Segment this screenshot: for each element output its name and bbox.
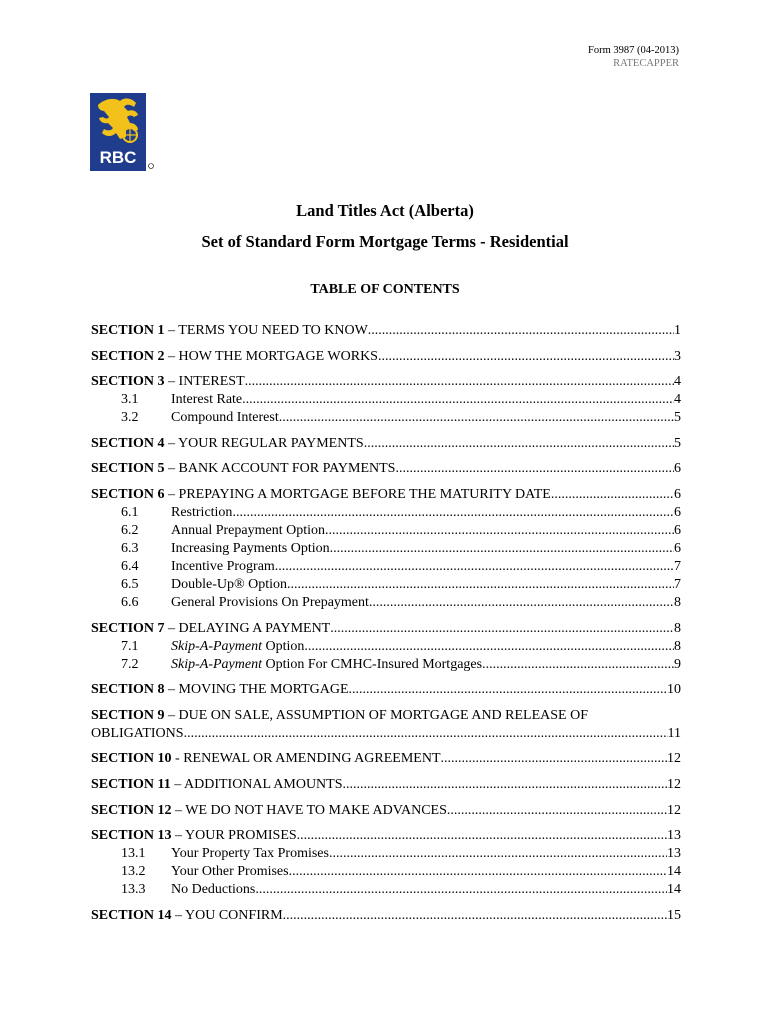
toc-leader-dots (330, 620, 674, 638)
toc-subsection-row (91, 576, 681, 594)
form-number: Form 3987 (04-2013) (588, 45, 679, 56)
toc-subsection-row (91, 522, 681, 540)
toc-section-title: DELAYING A PAYMENT (178, 620, 331, 636)
toc-page-number: 12 (667, 751, 681, 767)
toc-subsection-row (91, 558, 681, 576)
toc-section-title: ADDITIONAL AMOUNTS (183, 776, 343, 792)
toc-leader-dots (551, 486, 674, 504)
toc-subsection-number: 13.3 (121, 882, 146, 898)
toc-section-row (91, 348, 681, 366)
toc-leader-dots (184, 725, 668, 743)
toc-page-number: 9 (674, 656, 681, 672)
toc-leader-dots (330, 540, 674, 558)
toc-subsection-row (91, 504, 681, 522)
toc-subsection-row (91, 656, 681, 674)
toc-section-separator: – (171, 802, 186, 818)
toc-leader-dots (283, 907, 667, 925)
toc-section-title: DUE ON SALE, ASSUMPTION OF MORTGAGE AND RELEASE OF (178, 707, 588, 723)
toc-page-number: 5 (674, 410, 681, 426)
toc-subsection-title: Compound Interest (171, 410, 279, 426)
toc-section-9-line2 (91, 725, 681, 743)
toc-section-row (91, 681, 681, 699)
toc-section-title: BANK ACCOUNT FOR PAYMENTS (178, 461, 396, 477)
toc-subsection-number: 13.1 (121, 846, 146, 862)
form-identifier (588, 44, 679, 70)
toc-leader-dots (368, 322, 674, 340)
toc-section-separator: – (164, 620, 179, 636)
toc-leader-dots (441, 750, 667, 768)
toc-section-number: SECTION 12 (91, 802, 172, 818)
toc-section-title: HOW THE MORTGAGE WORKS (178, 348, 378, 364)
toc-section-separator: – (164, 461, 179, 477)
rbc-logo (90, 93, 156, 171)
document-title: Land Titles Act (Alberta) (296, 201, 474, 220)
toc-section-row (91, 620, 681, 638)
toc-subsection-title: Option (261, 638, 305, 654)
toc-leader-dots (364, 435, 674, 453)
toc-page-number: 3 (674, 348, 681, 364)
toc-leader-dots (287, 576, 674, 594)
toc-page-number: 4 (674, 374, 681, 390)
toc-section-number: SECTION 1 (91, 323, 165, 338)
toc-section-number: SECTION 7 (91, 620, 165, 636)
toc-subsection-title: Option For CMHC-Insured Mortgages (261, 656, 483, 672)
toc-subsection-title: Double-Up® Option (171, 576, 288, 592)
toc-subsection-number: 6.4 (121, 558, 139, 574)
toc-subsection-title: Increasing Payments Option (171, 540, 330, 556)
table-of-contents (91, 322, 681, 925)
toc-section-separator: – (170, 776, 184, 792)
toc-section-separator: – (164, 486, 179, 502)
toc-section-title: WE DO NOT HAVE TO MAKE ADVANCES (185, 802, 447, 818)
toc-section-row (91, 750, 681, 768)
toc-page-number: 8 (674, 594, 681, 610)
toc-page-number: 10 (667, 682, 681, 698)
toc-subsection-number: 7.2 (121, 656, 139, 672)
toc-section-title: YOUR PROMISES (185, 828, 297, 844)
toc-section-row (91, 907, 681, 925)
toc-section-number: SECTION 9 (91, 707, 165, 723)
toc-leader-dots (289, 863, 667, 881)
toc-page-number: 14 (667, 882, 681, 898)
toc-subsection-title: Interest Rate (171, 392, 243, 408)
toc-leader-dots (275, 558, 674, 576)
toc-leader-dots (304, 638, 674, 656)
toc-section-number: SECTION 13 (91, 828, 172, 844)
toc-section-row (91, 373, 681, 391)
toc-section-separator: – (164, 682, 179, 698)
toc-section-number: SECTION 6 (91, 486, 165, 502)
toc-page-number: 1 (674, 323, 681, 338)
toc-section-separator: – (164, 374, 179, 390)
toc-section-title: TERMS YOU NEED TO KNOW (178, 323, 368, 338)
toc-subsection-number: 7.1 (121, 638, 139, 654)
toc-subsection-number: 3.1 (121, 392, 139, 408)
toc-section-title: RENEWAL OR AMENDING AGREEMENT (183, 751, 441, 767)
toc-section-separator: – (164, 707, 179, 723)
toc-leader-dots (279, 409, 674, 427)
toc-leader-dots (255, 881, 667, 899)
toc-subsection-number: 6.2 (121, 522, 139, 538)
toc-section-title: YOU CONFIRM (185, 907, 283, 923)
document-subtitle: Set of Standard Form Mortgage Terms - Residential (201, 232, 569, 251)
toc-section-row (91, 486, 681, 504)
toc-page-number: 11 (667, 725, 681, 741)
toc-section-number: SECTION 5 (91, 461, 165, 477)
toc-section-row (91, 435, 681, 453)
toc-subsection-title: Your Other Promises (171, 864, 289, 880)
toc-page-number: 13 (667, 846, 681, 862)
toc-page-number: 7 (674, 576, 681, 592)
toc-section-separator: – (164, 348, 179, 364)
toc-page-number: 6 (674, 522, 681, 538)
toc-section-row (91, 802, 681, 820)
toc-leader-dots (329, 845, 667, 863)
toc-section-separator: – (164, 435, 179, 451)
toc-section-number: SECTION 11 (91, 776, 171, 792)
toc-page-number: 6 (674, 486, 681, 502)
toc-subsection-italic: Skip-A-Payment (171, 656, 262, 672)
form-code: RATECAPPER (613, 58, 679, 69)
toc-section-number: SECTION 2 (91, 348, 165, 364)
toc-subsection-title: General Provisions On Prepayment (171, 594, 369, 610)
toc-section-title-cont: OBLIGATIONS (91, 725, 184, 741)
toc-subsection-row (91, 863, 681, 881)
toc-subsection-row (91, 391, 681, 409)
toc-section-number: SECTION 8 (91, 682, 165, 698)
toc-section-separator: – (171, 907, 186, 923)
toc-section-title: PREPAYING A MORTGAGE BEFORE THE MATURITY DATE (178, 486, 551, 502)
toc-page-number: 8 (674, 620, 681, 636)
toc-leader-dots (232, 504, 674, 522)
rbc-logo-text: RBC (99, 148, 137, 167)
toc-section-title: YOUR REGULAR PAYMENTS (178, 435, 364, 451)
toc-subsection-row (91, 594, 681, 612)
toc-subsection-title: No Deductions (171, 882, 256, 898)
toc-page-number: 12 (667, 776, 681, 792)
toc-subsection-number: 6.5 (121, 576, 139, 592)
toc-leader-dots (378, 348, 674, 366)
toc-page-number: 12 (667, 802, 681, 818)
toc-subsection-italic: Skip-A-Payment (171, 638, 262, 654)
toc-section-row (91, 460, 681, 478)
toc-subsection-title: Incentive Program (171, 558, 275, 574)
toc-page-number: 13 (667, 828, 681, 844)
toc-section-row (91, 827, 681, 845)
toc-leader-dots (369, 594, 674, 612)
toc-section-number: SECTION 4 (91, 435, 165, 451)
toc-leader-dots (343, 776, 667, 794)
toc-page-number: 5 (674, 435, 681, 451)
toc-section-separator: – (164, 323, 179, 338)
toc-page-number: 14 (667, 864, 681, 880)
toc-section-separator: – (171, 828, 186, 844)
toc-page-number: 6 (674, 504, 681, 520)
toc-subsection-number: 13.2 (121, 864, 146, 880)
toc-page-number: 6 (674, 540, 681, 556)
toc-heading: TABLE OF CONTENTS (310, 282, 460, 297)
toc-leader-dots (242, 391, 674, 409)
toc-page-number: 6 (674, 461, 681, 477)
toc-subsection-row (91, 845, 681, 863)
toc-section-number: SECTION 10 (91, 751, 172, 767)
toc-subsection-row (91, 638, 681, 656)
toc-section-separator: - (171, 751, 184, 767)
toc-subsection-number: 6.3 (121, 540, 139, 556)
toc-subsection-title: Your Property Tax Promises (171, 846, 329, 862)
toc-section-number: SECTION 3 (91, 374, 165, 390)
toc-subsection-title: Annual Prepayment Option (171, 522, 325, 538)
toc-section-row (91, 322, 681, 340)
toc-leader-dots (325, 522, 674, 540)
toc-page-number: 15 (667, 907, 681, 923)
toc-subsection-title: Restriction (171, 504, 233, 520)
toc-subsection-number: 6.1 (121, 504, 139, 520)
toc-section-title: INTEREST (178, 374, 245, 390)
toc-section-row (91, 776, 681, 794)
toc-section-title: MOVING THE MORTGAGE (178, 682, 349, 698)
toc-leader-dots (245, 373, 674, 391)
toc-subsection-row (91, 540, 681, 558)
toc-section-9-line1 (91, 707, 681, 725)
toc-leader-dots (447, 802, 667, 820)
toc-subsection-number: 3.2 (121, 410, 139, 426)
toc-page-number: 7 (674, 558, 681, 574)
toc-page-number: 8 (674, 638, 681, 654)
toc-subsection-number: 6.6 (121, 594, 139, 610)
toc-subsection-row (91, 881, 681, 899)
toc-page-number: 4 (674, 392, 681, 408)
toc-subsection-row (91, 409, 681, 427)
toc-leader-dots (349, 681, 667, 699)
toc-section-number: SECTION 14 (91, 907, 172, 923)
toc-leader-dots (482, 656, 674, 674)
toc-leader-dots (297, 827, 667, 845)
toc-leader-dots (395, 460, 674, 478)
